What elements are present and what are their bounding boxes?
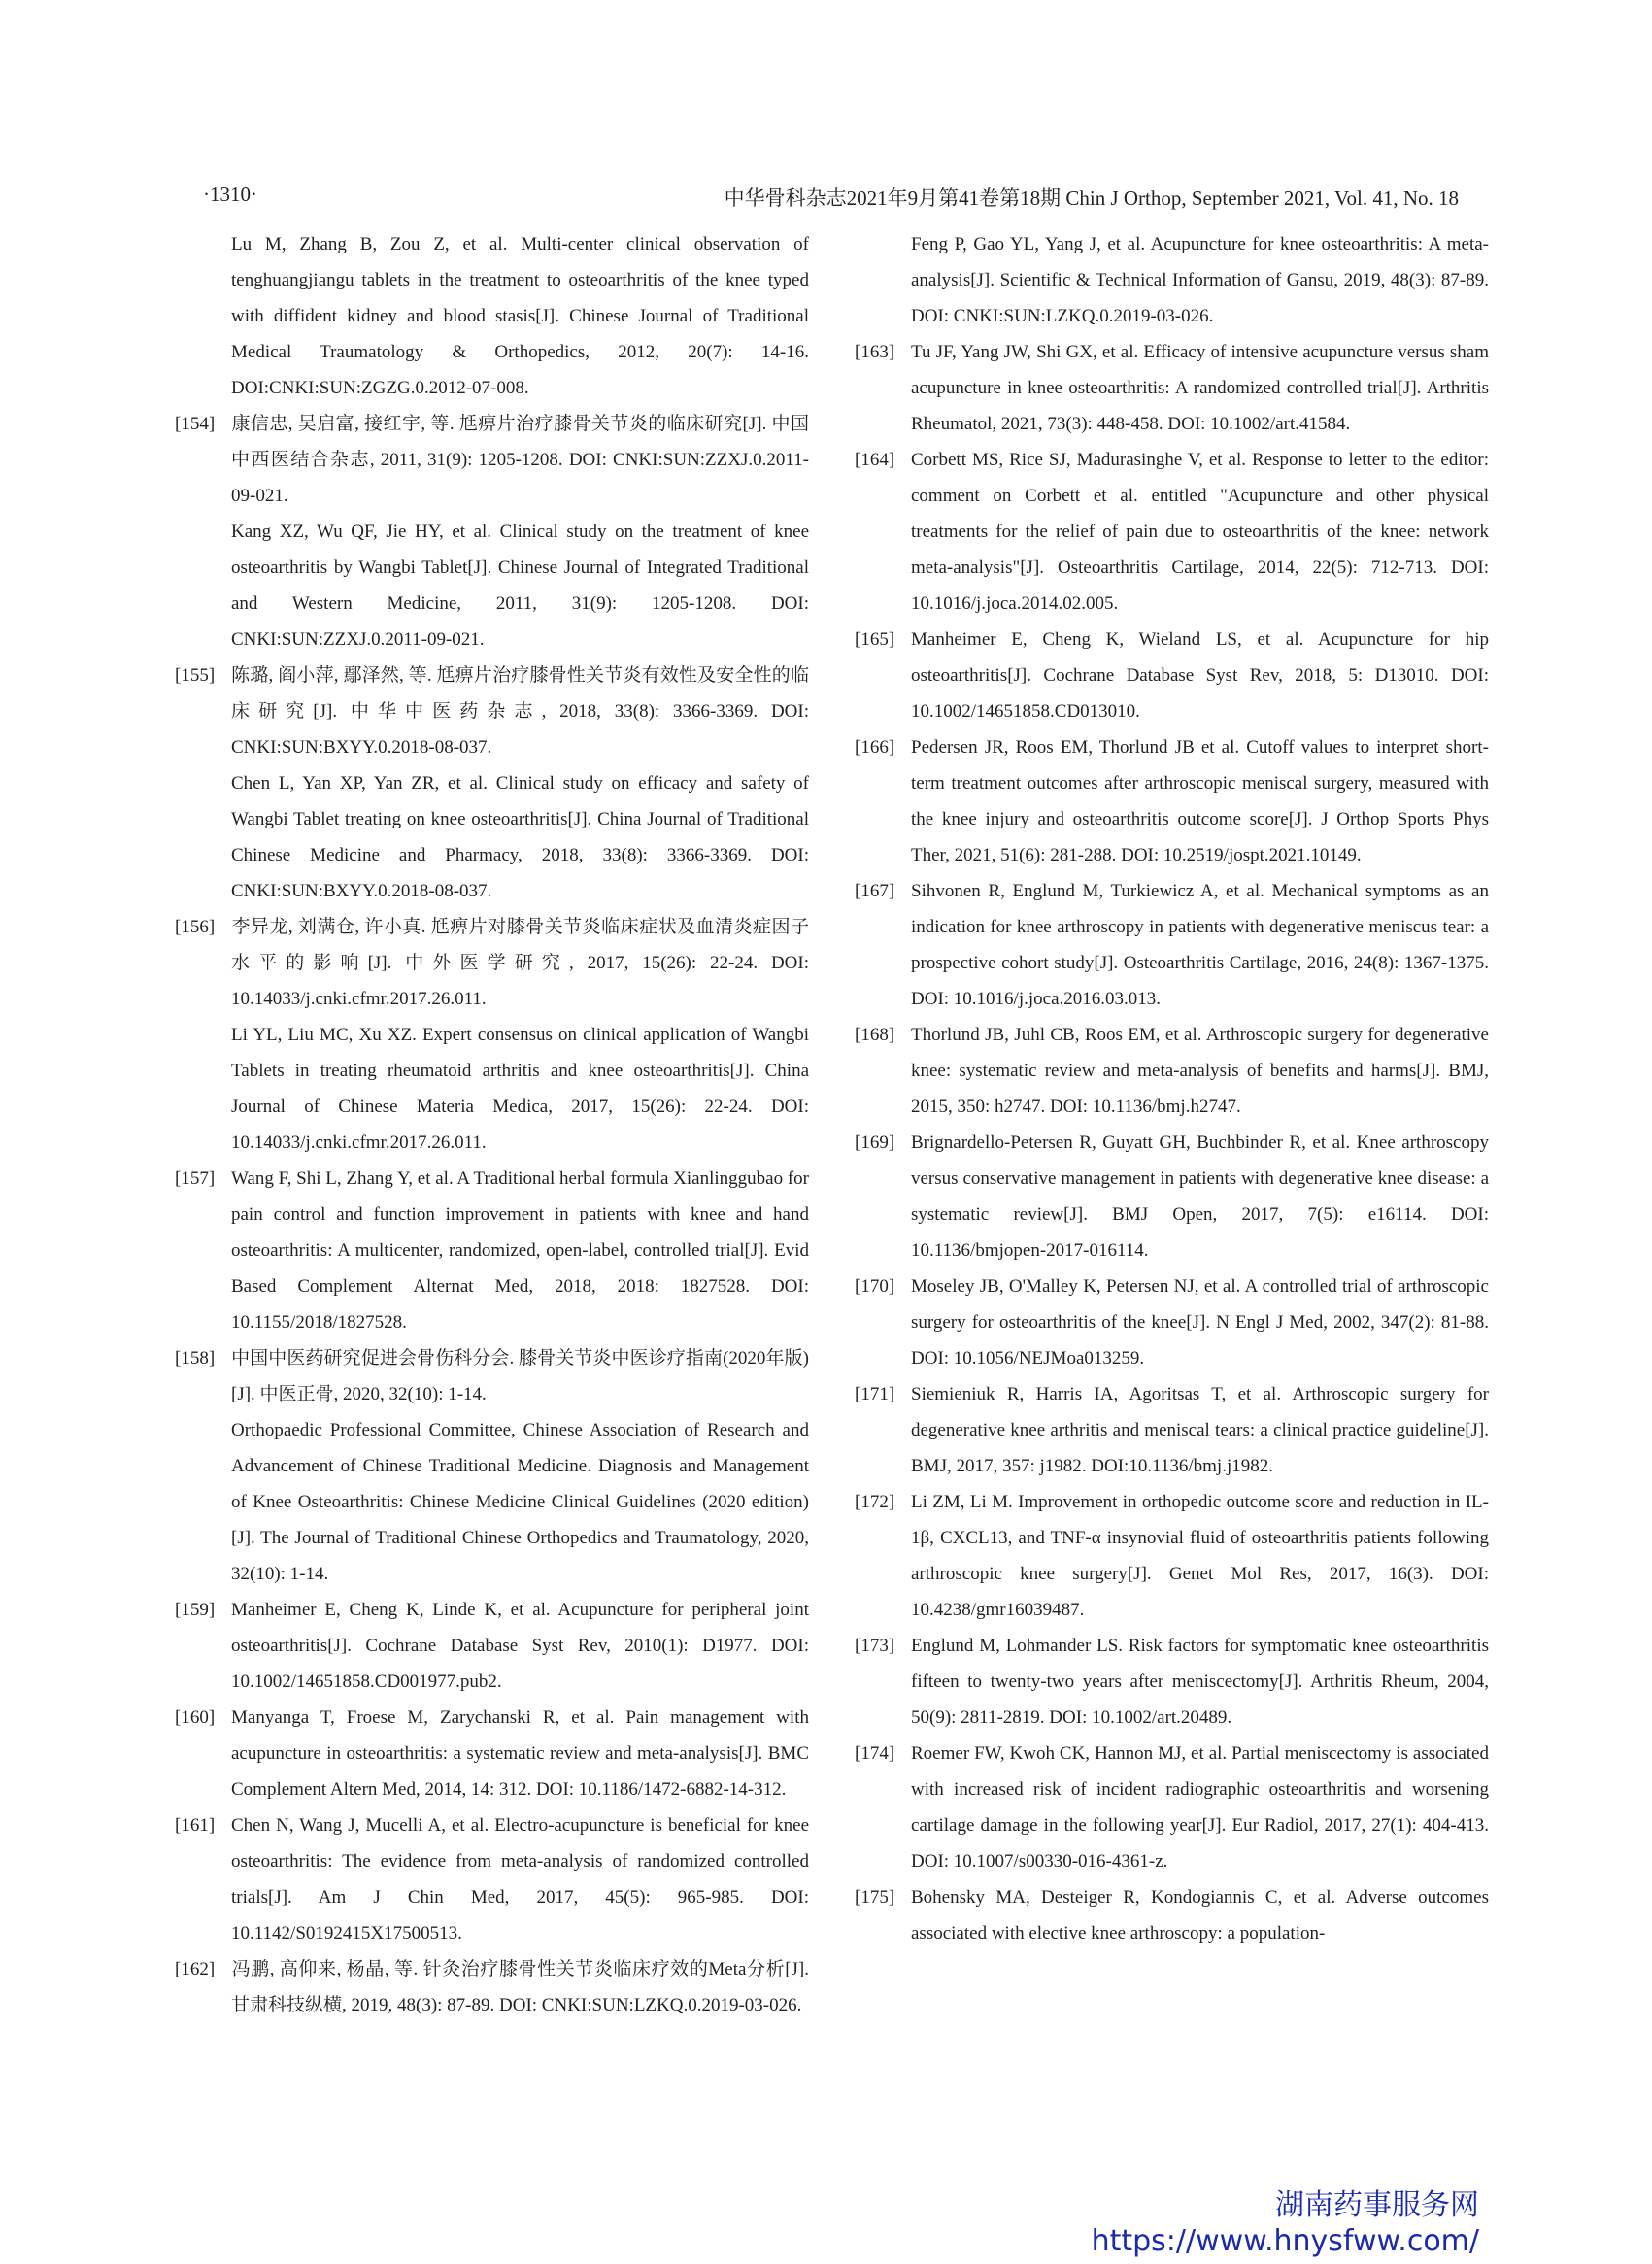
reference-entry [855,334,1489,442]
reference-entry [231,1017,809,1161]
left-column-references [175,226,809,2023]
reference-number: [169] [855,1132,895,1153]
reference-text: Roemer FW, Kwoh CK, Hannon MJ, et al. Partial meniscectomy is associated with increased risk of incident radiographic osteoarthritis and worsening cartilage damage in the following year[J]. Eur Radiol, 2017, 27(1): 404-413. DOI: 10.1007/s00330-016-4361-z. [911,1743,1489,1872]
journal-info: 中华骨科杂志2021年9月第41卷第18期 Chin J Orthop, September 2021, Vol. 41, No. 18 [724,186,1459,210]
reference-entry [231,1412,809,1592]
reference-number: [171] [855,1384,895,1404]
reference-entry [175,1700,809,1808]
reference-text: Wang F, Shi L, Zhang Y, et al. A Traditional herbal formula Xianlinggubao for pain control and function improvement in patients with knee and hand osteoarthritis: A multicenter, randomized, open-label, controlled trial[J]. Evid Based Complement Alternat Med, 2018, 2018: 1827528. DOI: 10.1155/2018/1827528. [231,1168,809,1333]
reference-number: [173] [855,1636,895,1656]
reference-number: [172] [855,1492,895,1512]
reference-text: 康信忠, 吴启富, 接红宇, 等. 尪痹片治疗膝骨关节炎的临床研究[J]. 中国中西医结合杂志, 2011, 31(9): 1205-1208. DOI: CNKI:SUN:ZZXJ.0.2011-09-021. [231,414,809,506]
reference-number: [168] [855,1025,895,1045]
reference-entry [175,1808,809,1951]
reference-text: Chen L, Yan XP, Yan ZR, et al. Clinical study on efficacy and safety of Wangbi Tablet treating on knee osteoarthritis[J]. China Journal of Traditional Chinese Medicine and Pharmacy, 2018, 33(8): 3366-3369. DOI: CNKI:SUN:BXYY.0.2018-08-037. [231,773,809,901]
reference-number: [157] [175,1168,216,1189]
reference-text: Pedersen JR, Roos EM, Thorlund JB et al. Cutoff values to interpret short-term treatment outcomes after arthroscopic meniscal surgery, measured with the knee injury and osteoarthritis outcome score[J]. J Orthop Sports Phys Ther, 2021, 51(6): 281-288. DOI: 10.2519/jospt.2021.10149. [911,737,1489,865]
reference-text: 中国中医药研究促进会骨伤科分会. 膝骨关节炎中医诊疗指南(2020年版)[J]. 中医正骨, 2020, 32(10): 1-14. [231,1348,809,1404]
reference-entry [855,729,1489,873]
reference-entry [175,1592,809,1700]
reference-entry [175,1161,809,1340]
reference-text: Brignardello-Petersen R, Guyatt GH, Buchbinder R, et al. Knee arthroscopy versus conservative management in patients with degenerative knee disease: a systematic review[J]. BMJ Open, 2017, 7(5): e16114. DOI: 10.1136/bmjopen-2017-016114. [911,1132,1489,1261]
watermark-url[interactable]: https://www.hnysfww.com/ [1091,2224,1479,2258]
reference-entry [855,1376,1489,1484]
reference-text: Tu JF, Yang JW, Shi GX, et al. Efficacy of intensive acupuncture versus sham acupuncture in knee osteoarthritis: A randomized controlled trial[J]. Arthritis Rheumatol, 2021, 73(3): 448-458. DOI: 10.1002/art.41584. [911,342,1489,434]
reference-number: [154] [175,414,216,434]
reference-entry [855,1628,1489,1736]
reference-text: 李异龙, 刘满仓, 许小真. 尪痹片对膝骨关节炎临床症状及血清炎症因子水平的影响[J]. 中外医学研究, 2017, 15(26): 22-24. DOI: 10.14033/j.cnki.cfmr.2017.26.011. [231,917,809,1009]
reference-entry [175,658,809,765]
reference-number: [158] [175,1348,216,1369]
reference-entry [855,1125,1489,1268]
reference-entry [855,1736,1489,1879]
reference-number: [165] [855,629,895,650]
reference-text: 冯鹏, 高仰来, 杨晶, 等. 针灸治疗膝骨性关节炎临床疗效的Meta分析[J]. 甘肃科技纵横, 2019, 48(3): 87-89. DOI: CNKI:SUN:LZKQ.0.2019-03-026. [231,1959,809,2015]
reference-number: [162] [175,1959,216,1979]
reference-text: 陈璐, 阎小萍, 鄢泽然, 等. 尪痹片治疗膝骨性关节炎有效性及安全性的临床研究[J]. 中华中医药杂志, 2018, 33(8): 3366-3369. DOI: CNKI:SUN:BXYY.0.2018-08-037. [231,665,809,758]
reference-text: Moseley JB, O'Malley K, Petersen NJ, et al. A controlled trial of arthroscopic surgery for osteoarthritis of the knee[J]. N Engl J Med, 2002, 347(2): 81-88. DOI: 10.1056/NEJMoa013259. [911,1276,1489,1369]
reference-number: [156] [175,917,216,937]
reference-number: [161] [175,1815,216,1836]
reference-entry [855,1268,1489,1376]
reference-entry [175,1340,809,1412]
reference-number: [163] [855,342,895,362]
reference-entry [175,1951,809,2023]
reference-text: Lu M, Zhang B, Zou Z, et al. Multi-center clinical observation of tenghuangjiangu tablets in the treatment to osteoarthritis of the knee typed with diffident kidney and blood stasis[J]. Chinese Journal of Traditional Medical Traumatology & Orthopedics, 2012, 20(7): 14-16. DOI:CNKI:SUN:ZGZG.0.2012-07-008. [231,234,809,398]
reference-text: Feng P, Gao YL, Yang J, et al. Acupuncture for knee osteoarthritis: A meta-analysis[J]. Scientific & Technical Information of Gansu, 2019, 48(3): 87-89. DOI: CNKI:SUN:LZKQ.0.2019-03-026. [911,234,1489,326]
reference-number: [167] [855,881,895,901]
reference-text: Bohensky MA, Desteiger R, Kondogiannis C, et al. Adverse outcomes associated with elective knee arthroscopy: a population- [911,1887,1489,1943]
reference-entry [855,1017,1489,1125]
reference-text: Thorlund JB, Juhl CB, Roos EM, et al. Arthroscopic surgery for degenerative knee: systematic review and meta-analysis of benefits and harms[J]. BMJ, 2015, 350: h2747. DOI: 10.1136/bmj.h2747. [911,1025,1489,1117]
reference-text: Manheimer E, Cheng K, Wieland LS, et al. Acupuncture for hip osteoarthritis[J]. Cochrane Database Syst Rev, 2018, 5: D13010. DOI: 10.1002/14651858.CD013010. [911,629,1489,722]
reference-entry [231,226,809,406]
reference-number: [155] [175,665,216,686]
reference-text: Chen N, Wang J, Mucelli A, et al. Electro-acupuncture is beneficial for knee osteoarthritis: The evidence from meta-analysis of randomized controlled trials[J]. Am J Chin Med, 2017, 45(5): 965-985. DOI: 10.1142/S0192415X17500513. [231,1815,809,1943]
reference-number: [166] [855,737,895,758]
reference-entry [911,226,1489,334]
reference-text: Siemieniuk R, Harris IA, Agoritsas T, et al. Arthroscopic surgery for degenerative knee arthritis and meniscal tears: a clinical practice guideline[J]. BMJ, 2017, 357: j1982. DOI:10.1136/bmj.j1982. [911,1384,1489,1476]
reference-text: Englund M, Lohmander LS. Risk factors for symptomatic knee osteoarthritis fifteen to twenty-two years after meniscectomy[J]. Arthritis Rheum, 2004, 50(9): 2811-2819. DOI: 10.1002/art.20489. [911,1636,1489,1728]
reference-entry [231,514,809,658]
reference-entry [855,1879,1489,1951]
watermark[interactable] [1071,2187,1479,2259]
reference-text: Manheimer E, Cheng K, Linde K, et al. Acupuncture for peripheral joint osteoarthritis[J]. Cochrane Database Syst Rev, 2010(1): D1977. DOI: 10.1002/14651858.CD001977.pub2. [231,1600,809,1692]
reference-text: Li YL, Liu MC, Xu XZ. Expert consensus on clinical application of Wangbi Tablets in treating rheumatoid arthritis and knee osteoarthritis[J]. China Journal of Chinese Materia Medica, 2017, 15(26): 22-24. DOI: 10.14033/j.cnki.cfmr.2017.26.011. [231,1025,809,1153]
reference-text: Sihvonen R, Englund M, Turkiewicz A, et al. Mechanical symptoms as an indication for knee arthroscopy in patients with degenerative meniscus tear: a prospective cohort study[J]. Osteoarthritis Cartilage, 2016, 24(8): 1367-1375. DOI: 10.1016/j.joca.2016.03.013. [911,881,1489,1009]
reference-entry [175,406,809,514]
reference-number: [160] [175,1707,216,1728]
running-header [203,183,1459,214]
reference-text: Li ZM, Li M. Improvement in orthopedic outcome score and reduction in IL-1β, CXCL13, and TNF-α insynovial fluid of osteoarthritis patients following arthroscopic knee surgery[J]. Genet Mol Res, 2017, 16(3). DOI: 10.4238/gmr16039487. [911,1492,1489,1620]
reference-text: Kang XZ, Wu QF, Jie HY, et al. Clinical study on the treatment of knee osteoarthritis by Wangbi Tablet[J]. Chinese Journal of Integrated Traditional and Western Medicine, 2011, 31(9): 1205-1208. DOI: CNKI:SUN:ZZXJ.0.2011-09-021. [231,522,809,650]
reference-entry [175,909,809,1017]
reference-entry [855,622,1489,729]
reference-entry [855,1484,1489,1628]
reference-entry [231,765,809,909]
reference-number: [174] [855,1743,895,1764]
reference-text: Orthopaedic Professional Committee, Chinese Association of Research and Advancement of Chinese Traditional Medicine. Diagnosis and Management of Knee Osteoarthritis: Chinese Medicine Clinical Guidelines (2020 edition)[J]. The Journal of Traditional Chinese Orthopedics and Traumatology, 2020, 32(10): 1-14. [231,1420,809,1584]
reference-text: Corbett MS, Rice SJ, Madurasinghe V, et al. Response to letter to the editor: comment on Corbett et al. entitled "Acupuncture and other physical treatments for the relief of pain due to osteoarthritis of the knee: network meta-analysis"[J]. Osteoarthritis Cartilage, 2014, 22(5): 712-713. DOI: 10.1016/j.joca.2014.02.005. [911,450,1489,614]
reference-entry [855,873,1489,1017]
reference-number: [175] [855,1887,895,1908]
watermark-site-name: 湖南药事服务网 [1275,2188,1479,2222]
reference-number: [164] [855,450,895,470]
reference-text: Manyanga T, Froese M, Zarychanski R, et al. Pain management with acupuncture in osteoarthritis: a systematic review and meta-analysis[J]. BMC Complement Altern Med, 2014, 14: 312. DOI: 10.1186/1472-6882-14-312. [231,1707,809,1800]
page-number: ·1310· [203,183,257,206]
reference-number: [159] [175,1600,216,1620]
reference-entry [855,442,1489,622]
right-column-references [855,226,1489,1951]
reference-number: [170] [855,1276,895,1297]
